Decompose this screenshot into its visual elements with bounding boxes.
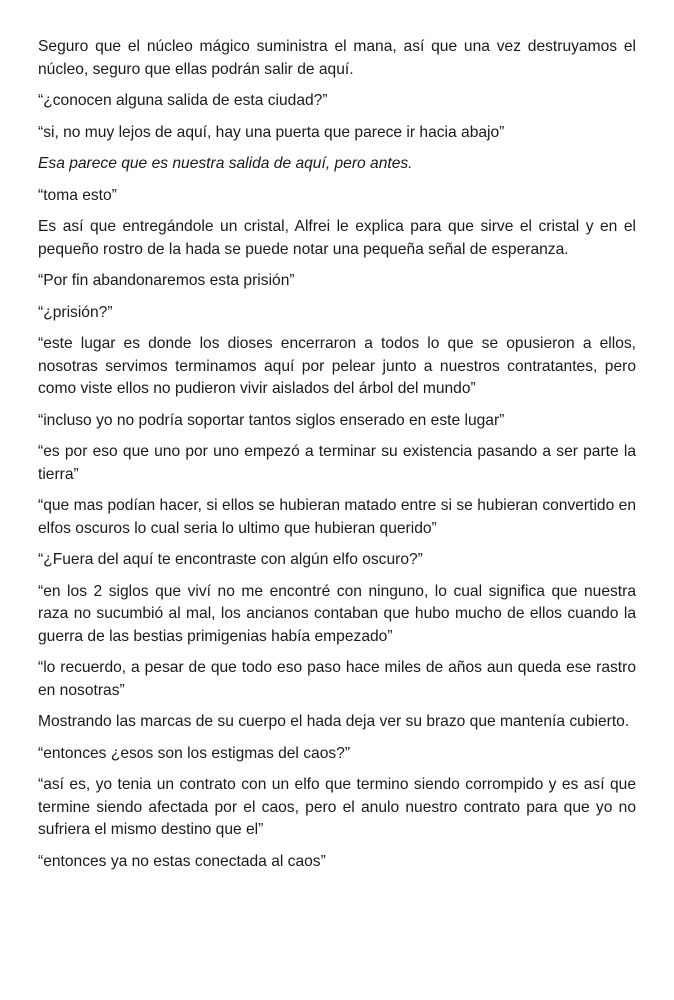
paragraph: “en los 2 siglos que viví no me encontré con ninguno, lo cual significa que nuestra raza no sucumbió al mal, los ancianos contaban que hubo mucho de ellos cuando la guerra de las bestias primigenias había empezado” bbox=[38, 582, 636, 645]
paragraph: “¿conocen alguna salida de esta ciudad?” bbox=[38, 92, 328, 109]
paragraph: “toma esto” bbox=[38, 186, 117, 204]
paragraph: “lo recuerdo, a pesar de que todo eso paso hace miles de años aun queda ese rastro en nosotras” bbox=[38, 659, 636, 699]
paragraph: Mostrando las marcas de su cuerpo el hada deja ver su brazo que mantenía cubierto. bbox=[38, 713, 630, 730]
paragraph: “así es, yo tenia un contrato con un elfo que termino siendo corrompido y es así que termine siendo afectada por el caos, pero el anulo nuestro contrato para que yo no sufriera el mismo destino que el” bbox=[38, 776, 636, 838]
paragraph: “¿Fuera del aquí te encontraste con algún elfo oscuro?” bbox=[38, 551, 423, 568]
paragraph: “incluso yo no podría soportar tantos siglos enserado en este lugar” bbox=[38, 411, 505, 429]
paragraph: Seguro que el núcleo mágico suministra el mana, así que una vez destruyamos el núcleo, seguro que ellas podrán salir de aquí. bbox=[38, 38, 636, 78]
paragraph: Es así que entregándole un cristal, Alfrei le explica para que sirve el cristal y en el pequeño rostro de la hada se puede notar una pequeña señal de esperanza. bbox=[38, 218, 636, 258]
paragraph: “entonces ya no estas conectada al caos” bbox=[38, 852, 326, 870]
paragraph: “entonces ¿esos son los estigmas del caos?” bbox=[38, 744, 351, 762]
document-page bbox=[38, 36, 636, 882]
paragraph: Esa parece que es nuestra salida de aquí, pero antes. bbox=[38, 155, 413, 172]
paragraph: “si, no muy lejos de aquí, hay una puerta que parece ir hacia abajo” bbox=[38, 123, 505, 141]
paragraph: “¿prisión?” bbox=[38, 303, 113, 321]
paragraph: “que mas podían hacer, si ellos se hubieran matado entre si se hubieran convertido en elfos oscuros lo cual seria lo ultimo que hubieran querido” bbox=[38, 497, 636, 537]
paragraph: “este lugar es donde los dioses encerraron a todos lo que se opusieron a ellos, nosotras servimos terminamos aquí por pelear junto a nuestros contratantes, pero como viste ellos no pudieron vivir aislados del árbol del mundo” bbox=[38, 335, 636, 397]
paragraph: “Por fin abandonaremos esta prisión” bbox=[38, 272, 295, 289]
paragraph: “es por eso que uno por uno empezó a terminar su existencia pasando a ser parte la tierra” bbox=[38, 443, 636, 483]
